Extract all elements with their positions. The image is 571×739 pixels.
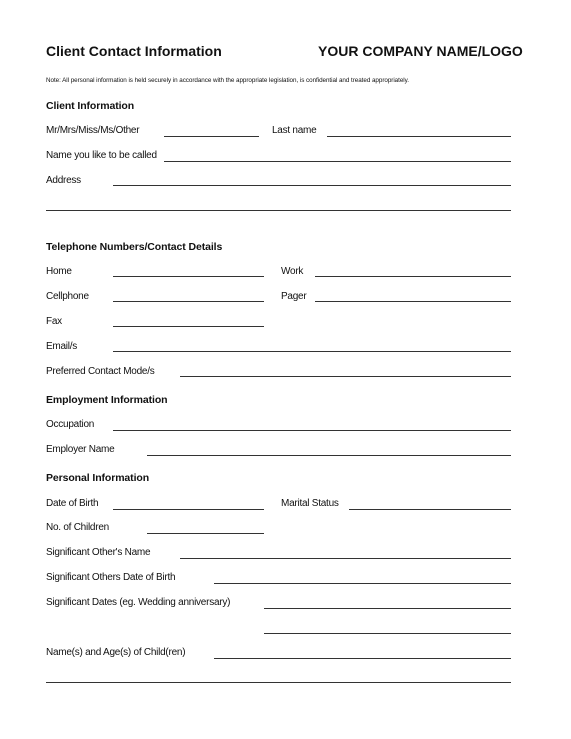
- email-label: Email/s: [46, 341, 78, 352]
- occupation-field[interactable]: [113, 430, 511, 431]
- home-label: Home: [46, 266, 72, 277]
- significant-dates-field-line-2[interactable]: [264, 633, 511, 634]
- pager-label: Pager: [281, 291, 307, 302]
- dob-field[interactable]: [113, 509, 264, 510]
- section-heading-personal: Personal Information: [46, 472, 150, 484]
- called-name-label: Name you like to be called: [46, 150, 157, 161]
- employer-label: Employer Name: [46, 444, 115, 455]
- significant-other-dob-label: Significant Others Date of Birth: [46, 572, 176, 583]
- work-label: Work: [281, 266, 304, 277]
- company-name-logo: YOUR COMPANY NAME/LOGO: [318, 43, 523, 59]
- children-names-label: Name(s) and Age(s) of Child(ren): [46, 647, 186, 658]
- significant-other-field[interactable]: [180, 558, 511, 559]
- email-field[interactable]: [113, 351, 511, 352]
- work-field[interactable]: [315, 276, 511, 277]
- significant-other-label: Significant Other's Name: [46, 547, 151, 558]
- children-names-field-line-1[interactable]: [214, 658, 511, 659]
- children-count-field[interactable]: [147, 533, 264, 534]
- significant-dates-label: Significant Dates (eg. Wedding anniversary): [46, 597, 231, 608]
- marital-status-field[interactable]: [349, 509, 511, 510]
- employer-field[interactable]: [147, 455, 511, 456]
- occupation-label: Occupation: [46, 419, 95, 430]
- marital-status-label: Marital Status: [281, 498, 339, 509]
- pager-field[interactable]: [315, 301, 511, 302]
- address-field-line-1[interactable]: [113, 185, 511, 186]
- dob-label: Date of Birth: [46, 498, 99, 509]
- address-label: Address: [46, 175, 81, 186]
- address-field-line-2[interactable]: [46, 210, 511, 211]
- preferred-contact-field[interactable]: [180, 376, 511, 377]
- lastname-field[interactable]: [327, 136, 511, 137]
- significant-dates-field-line-1[interactable]: [264, 608, 511, 609]
- section-heading-client-information: Client Information: [46, 100, 135, 112]
- children-names-field-line-2[interactable]: [46, 682, 511, 683]
- called-name-field[interactable]: [164, 161, 511, 162]
- cellphone-label: Cellphone: [46, 291, 89, 302]
- privacy-note: Note: All personal information is held securely in accordance with the appropriate legislation, is confidential and treated appropriately.: [46, 77, 409, 84]
- section-heading-employment: Employment Information: [46, 394, 168, 406]
- children-count-label: No. of Children: [46, 522, 109, 533]
- home-field[interactable]: [113, 276, 264, 277]
- form-title: Client Contact Information: [46, 43, 222, 59]
- significant-other-dob-field[interactable]: [214, 583, 511, 584]
- preferred-contact-label: Preferred Contact Mode/s: [46, 366, 155, 377]
- title-field[interactable]: [164, 136, 259, 137]
- fax-field[interactable]: [113, 326, 264, 327]
- section-heading-telephone: Telephone Numbers/Contact Details: [46, 241, 223, 253]
- title-label: Mr/Mrs/Miss/Ms/Other: [46, 125, 140, 136]
- cellphone-field[interactable]: [113, 301, 264, 302]
- fax-label: Fax: [46, 316, 62, 327]
- lastname-label: Last name: [272, 125, 317, 136]
